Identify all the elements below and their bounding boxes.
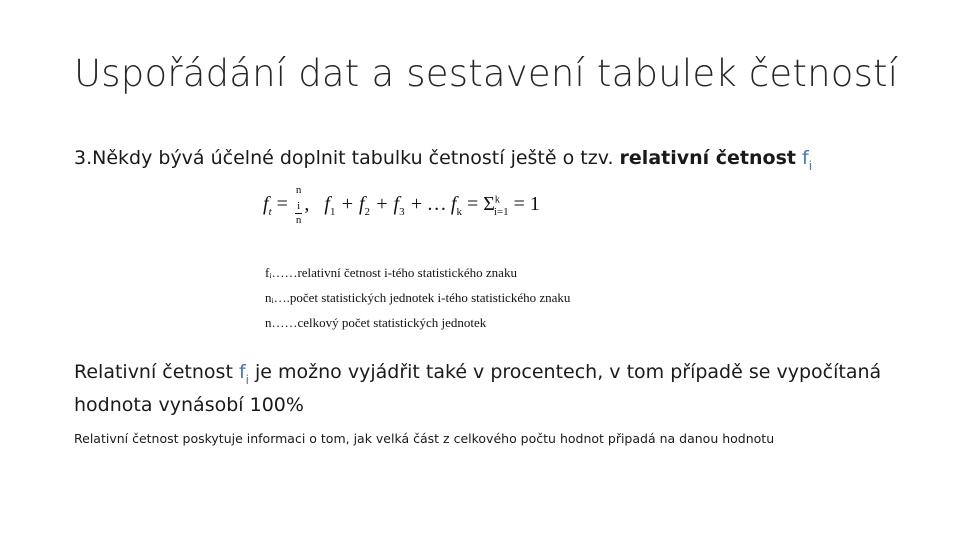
percent-symbol-f: f — [238, 361, 246, 383]
sum-sk: k — [456, 206, 462, 219]
fraction-numerator-sub: i — [297, 200, 301, 213]
definition-ni: nᵢ….počet statistických jednotek i-tého statistického znaku — [265, 290, 571, 305]
sum-f1: f — [324, 193, 330, 216]
formula-t: t — [268, 206, 272, 219]
sum-result: = 1 — [508, 193, 540, 216]
symbol-f: f — [802, 147, 809, 169]
fraction-denominator: n — [295, 214, 302, 227]
sigma-sup: k — [494, 194, 500, 206]
percent-before: Relativní četnost — [74, 361, 239, 383]
sum-s3: 3 — [399, 206, 405, 219]
slide-title: Uspořádání dat a sestavení tabulek četností — [74, 52, 899, 95]
paragraph-relative-frequency — [74, 146, 894, 179]
sum-s2: 2 — [364, 206, 371, 219]
percent-symbol-sub: i — [245, 373, 249, 387]
symbol-subscript: i — [808, 159, 813, 173]
sum-plus1: + f — [335, 193, 365, 216]
sigma-sub: i=1 — [493, 206, 509, 219]
formula-eq: = — [271, 193, 293, 216]
term-relative-frequency: relativní četnost — [619, 147, 796, 169]
definitions-list — [265, 260, 570, 335]
relative-frequency-formula — [263, 184, 540, 227]
sum-s1: 1 — [329, 206, 336, 219]
sum-sigma: = Σ — [461, 193, 495, 216]
sum-plus2: + f — [370, 193, 400, 216]
definition-fi: fᵢ……relativní četnost i-tého statistického znaku — [265, 265, 517, 280]
formula-fraction — [295, 184, 303, 227]
note-paragraph: Relativní četnost poskytuje informaci o tom, jak velká část z celkového počtu hodnot připadá na danou hodnotu — [74, 431, 775, 446]
percent-after: je možno vyjádřit také v procentech, v tom případě se vypočítaná hodnota vynásobí 100% — [74, 361, 882, 416]
formula-comma: , — [304, 193, 310, 216]
formula-f: f — [263, 193, 269, 216]
paragraph-percent — [74, 360, 904, 418]
definition-n: n……celkový počet statistických jednotek — [265, 315, 487, 330]
sum-plus3: + … f — [404, 193, 457, 216]
paragraph-text: 3.Někdy bývá účelné doplnit tabulku četností ještě o tzv. — [74, 147, 620, 169]
fraction-numerator: n — [295, 184, 302, 196]
